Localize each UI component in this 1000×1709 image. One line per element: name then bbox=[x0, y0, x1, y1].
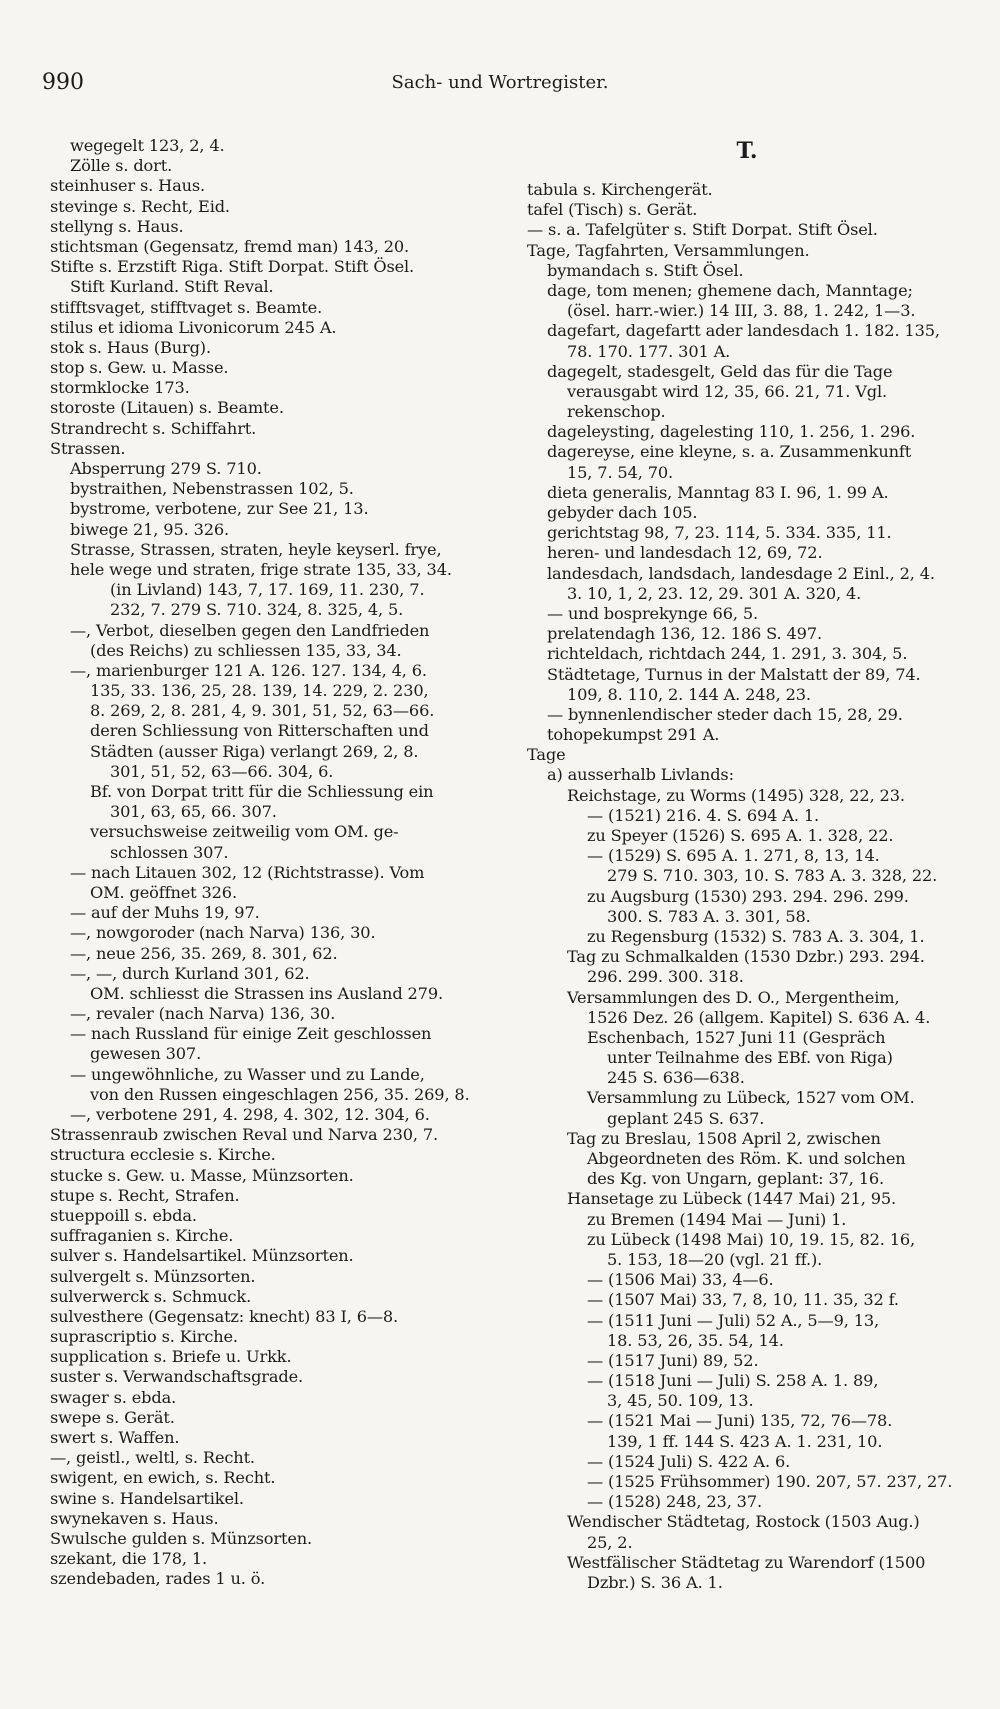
index-entry-line: prelatendagh 136, 12. 186 S. 497. bbox=[547, 624, 822, 644]
index-entry-line: — (1517 Juni) 89, 52. bbox=[587, 1350, 759, 1370]
index-entry-line: 15, 7. 54, 70. bbox=[567, 462, 674, 482]
index-entry-line: stifftsvaget, stifftvaget s. Beamte. bbox=[50, 297, 323, 317]
index-entry-line: zu Bremen (1494 Mai — Juni) 1. bbox=[587, 1209, 847, 1229]
index-entry-line: OM. geöffnet 326. bbox=[90, 882, 237, 902]
index-entry-line: stellyng s. Haus. bbox=[50, 216, 184, 236]
index-entry-line: Strasse, Strassen, straten, heyle keyserl. frye, bbox=[70, 539, 442, 559]
index-entry-line: — nach Russland für einige Zeit geschlossen bbox=[70, 1024, 432, 1044]
index-entry-line: — und bosprekynge 66, 5. bbox=[547, 603, 758, 623]
index-entry-line: versuchsweise zeitweilig vom OM. ge- bbox=[90, 822, 399, 842]
index-entry-line: rekenschop. bbox=[567, 402, 666, 422]
index-entry-line: swynekaven s. Haus. bbox=[50, 1508, 219, 1528]
index-entry-line: Swulsche gulden s. Münzsorten. bbox=[50, 1528, 313, 1548]
index-entry-line: — bynnenlendischer steder dach 15, 28, 29. bbox=[547, 704, 903, 724]
index-entry-line: 8. 269, 2, 8. 281, 4, 9. 301, 51, 52, 63—66. bbox=[90, 701, 435, 721]
index-entry-line: — (1507 Mai) 33, 7, 8, 10, 11. 35, 32 f. bbox=[587, 1290, 899, 1310]
index-entry-line: tohopekumpst 291 A. bbox=[547, 725, 720, 745]
index-entry-line: stevinge s. Recht, Eid. bbox=[50, 196, 230, 216]
index-entry-line: hele wege und straten, frige strate 135, 33, 34. bbox=[70, 559, 452, 579]
index-entry-line: — (1511 Juni — Juli) 52 A., 5—9, 13, bbox=[587, 1310, 880, 1330]
index-entry-line: Westfälischer Städtetag zu Warendorf (1500 bbox=[567, 1552, 926, 1572]
index-entry-line: stok s. Haus (Burg). bbox=[50, 337, 211, 357]
index-entry-line: supplication s. Briefe u. Urkk. bbox=[50, 1347, 292, 1367]
section-letter: T. bbox=[736, 138, 758, 164]
index-entry-line: Tage bbox=[527, 745, 566, 765]
index-entry-line: 18. 53, 26, 35. 54, 14. bbox=[607, 1330, 784, 1350]
index-entry-line: Tage, Tagfahrten, Versammlungen. bbox=[527, 240, 810, 260]
index-entry-line: heren- und landesdach 12, 69, 72. bbox=[547, 543, 823, 563]
index-entry-line: Versammlung zu Lübeck, 1527 vom OM. bbox=[587, 1088, 915, 1108]
index-entry-line: wegegelt 123, 2, 4. bbox=[70, 136, 225, 155]
index-entry-line: gewesen 307. bbox=[90, 1044, 202, 1064]
index-entry-line: bymandach s. Stift Ösel. bbox=[547, 260, 744, 280]
index-entry-line: dieta generalis, Manntag 83 I. 96, 1. 99 A. bbox=[547, 482, 889, 502]
index-entry-line: 109, 8. 110, 2. 144 A. 248, 23. bbox=[567, 684, 811, 704]
index-entry-line: 232, 7. 279 S. 710. 324, 8. 325, 4, 5. bbox=[110, 600, 404, 620]
index-entry-line: swepe s. Gerät. bbox=[50, 1407, 175, 1427]
index-entry-line: verausgabt wird 12, 35, 66. 21, 71. Vgl. bbox=[567, 381, 887, 401]
index-entry-line: —, geistl., weltl, s. Recht. bbox=[50, 1448, 255, 1468]
index-entry-line: Städten (ausser Riga) verlangt 269, 2, 8. bbox=[90, 741, 419, 761]
index-entry-line: swine s. Handelsartikel. bbox=[50, 1488, 244, 1508]
index-column-right bbox=[527, 136, 967, 1593]
index-entry-line: von den Russen eingeschlagen 256, 35. 269, 8. bbox=[90, 1084, 470, 1104]
index-entry-line: — nach Litauen 302, 12 (Richtstrasse). Vom bbox=[70, 862, 425, 882]
index-entry-line: stueppoill s. ebda. bbox=[50, 1205, 197, 1225]
index-entry-line: 296. 299. 300. 318. bbox=[587, 967, 744, 987]
index-entry-line: — (1518 Juni — Juli) S. 258 A. 1. 89, bbox=[587, 1371, 879, 1391]
index-entry-line: 301, 51, 52, 63—66. 304, 6. bbox=[110, 761, 334, 781]
index-entry-line: storoste (Litauen) s. Beamte. bbox=[50, 398, 284, 418]
index-entry-line: 3. 10, 1, 2, 23. 12, 29. 301 A. 320, 4. bbox=[567, 583, 862, 603]
index-entry-line: Tag zu Schmalkalden (1530 Dzbr.) 293. 294. bbox=[567, 947, 925, 967]
index-entry-line: szendebaden, rades 1 u. ö. bbox=[50, 1569, 266, 1589]
index-entry-line: szekant, die 178, 1. bbox=[50, 1549, 207, 1569]
index-entry-line: — s. a. Tafelgüter s. Stift Dorpat. Stift Ösel. bbox=[527, 220, 878, 240]
index-entry-line: Bf. von Dorpat tritt für die Schliessung ein bbox=[90, 782, 434, 801]
index-entry-line: —, marienburger 121 A. 126. 127. 134, 4, 6. bbox=[70, 660, 427, 680]
index-entry-line: 139, 1 ff. 144 S. 423 A. 1. 231, 10. bbox=[607, 1431, 883, 1451]
index-entry-line: Tag zu Breslau, 1508 April 2, zwischen bbox=[567, 1128, 881, 1148]
index-entry-line: 3, 45, 50. 109, 13. bbox=[607, 1391, 754, 1411]
index-entry-line: — (1529) S. 695 A. 1. 271, 8, 13, 14. bbox=[587, 846, 880, 866]
index-entry-line: Stift Kurland. Stift Reval. bbox=[70, 277, 274, 297]
index-entry-line: geplant 245 S. 637. bbox=[607, 1108, 765, 1128]
index-entry-line: biwege 21, 95. 326. bbox=[70, 519, 230, 539]
index-entry-line: swert s. Waffen. bbox=[50, 1428, 180, 1447]
index-entry-line: dagereyse, eine kleyne, s. a. Zusammenkunft bbox=[547, 442, 912, 462]
index-entry-line: richteldach, richtdach 244, 1. 291, 3. 304, 5. bbox=[547, 644, 908, 664]
index-entry-line: zu Lübeck (1498 Mai) 10, 19. 15, 82. 16, bbox=[587, 1229, 916, 1249]
index-entry-line: sulverwerck s. Schmuck. bbox=[50, 1286, 252, 1306]
index-entry-line: sulvesthere (Gegensatz: knecht) 83 I, 6—8. bbox=[50, 1306, 399, 1326]
index-entry-line: — auf der Muhs 19, 97. bbox=[70, 903, 260, 923]
index-entry-line: 78. 170. 177. 301 A. bbox=[567, 341, 731, 361]
index-entry-line: Eschenbach, 1527 Juni 11 (Gespräch bbox=[587, 1027, 886, 1047]
index-entry-line: 135, 33. 136, 25, 28. 139, 14. 229, 2. 230, bbox=[90, 681, 429, 701]
index-entry-line: Wendischer Städtetag, Rostock (1503 Aug.) bbox=[567, 1512, 920, 1532]
index-entry-line: deren Schliessung von Ritterschaften und bbox=[90, 721, 429, 741]
index-column-left bbox=[50, 136, 505, 1590]
index-entry-line: Strassen. bbox=[50, 438, 126, 458]
index-entry-line: Versammlungen des D. O., Mergentheim, bbox=[567, 987, 900, 1007]
index-entry-line: Dzbr.) S. 36 A. 1. bbox=[587, 1572, 723, 1592]
index-entry-line: —, verbotene 291, 4. 298, 4. 302, 12. 304, 6. bbox=[70, 1105, 430, 1124]
index-entry-line: a) ausserhalb Livlands: bbox=[547, 765, 734, 785]
index-entry-line: dage, tom menen; ghemene dach, Manntage; bbox=[547, 280, 913, 300]
index-entry-line: structura ecclesie s. Kirche. bbox=[50, 1145, 276, 1165]
index-entry-line: 1526 Dez. 26 (allgem. Kapitel) S. 636 A. 4. bbox=[587, 1007, 931, 1027]
index-entry-line: —, neue 256, 35. 269, 8. 301, 62. bbox=[70, 943, 338, 963]
index-entry-line: — ungewöhnliche, zu Wasser und zu Lande, bbox=[70, 1064, 425, 1084]
index-entry-line: suster s. Verwandschaftsgrade. bbox=[50, 1367, 304, 1387]
index-entry-line: Städtetage, Turnus in der Malstatt der 89, 74. bbox=[547, 664, 921, 684]
index-entry-line: Reichstage, zu Worms (1495) 328, 22, 23. bbox=[567, 785, 905, 805]
index-entry-line: bystrome, verbotene, zur See 21, 13. bbox=[70, 499, 369, 519]
index-entry-line: tabula s. Kirchengerät. bbox=[527, 180, 713, 199]
index-entry-line: — (1528) 248, 23, 37. bbox=[587, 1492, 762, 1512]
index-entry-line: sulver s. Handelsartikel. Münzsorten. bbox=[50, 1246, 354, 1266]
index-entry-line: — (1524 Juli) S. 422 A. 6. bbox=[587, 1451, 791, 1471]
index-entry-line: 25, 2. bbox=[587, 1532, 633, 1552]
index-entry-line: zu Speyer (1526) S. 695 A. 1. 328, 22. bbox=[587, 826, 894, 845]
index-entry-line: dagefart, dagefartt ader landesdach 1. 182. 135, bbox=[547, 321, 940, 341]
index-entry-line: dageleysting, dagelesting 110, 1. 256, 1. 296. bbox=[547, 422, 916, 442]
index-entry-line: Hansetage zu Lübeck (1447 Mai) 21, 95. bbox=[567, 1189, 897, 1209]
index-entry-line: (in Livland) 143, 7, 17. 169, 11. 230, 7. bbox=[110, 580, 425, 600]
index-entry-line: OM. schliesst die Strassen ins Ausland 279. bbox=[90, 983, 443, 1003]
index-entry-line: 5. 153, 18—20 (vgl. 21 ff.). bbox=[607, 1249, 823, 1269]
index-entry-line: —, nowgoroder (nach Narva) 136, 30. bbox=[70, 923, 376, 943]
index-entry-line: (ösel. harr.-wier.) 14 III, 3. 88, 1. 242, 1—3. bbox=[567, 301, 916, 321]
index-entry-line: Abgeordneten des Röm. K. und solchen bbox=[587, 1149, 906, 1168]
index-entry-line: zu Regensburg (1532) S. 783 A. 3. 304, 1. bbox=[587, 926, 925, 946]
index-entry-line: — (1521 Mai — Juni) 135, 72, 76—78. bbox=[587, 1411, 893, 1431]
index-entry-line: Zölle s. dort. bbox=[70, 156, 173, 176]
index-entry-line: dagegelt, stadesgelt, Geld das für die Tage bbox=[547, 361, 893, 381]
index-entry-line: landesdach, landsdach, landesdage 2 Einl., 2, 4. bbox=[547, 563, 935, 583]
index-entry-line: stop s. Gew. u. Masse. bbox=[50, 358, 229, 378]
index-entry-line: bystraithen, Nebenstrassen 102, 5. bbox=[70, 479, 354, 499]
index-entry-line: 300. S. 783 A. 3. 301, 58. bbox=[607, 906, 811, 926]
index-entry-line: steinhuser s. Haus. bbox=[50, 176, 206, 196]
index-entry-line: Stifte s. Erzstift Riga. Stift Dorpat. Stift Ösel. bbox=[50, 257, 415, 277]
index-entry-line: —, —, durch Kurland 301, 62. bbox=[70, 963, 310, 983]
index-entry-line: 279 S. 710. 303, 10. S. 783 A. 3. 328, 22. bbox=[607, 866, 938, 886]
index-entry-line: 301, 63, 65, 66. 307. bbox=[110, 802, 277, 822]
index-entry-line: stupe s. Recht, Strafen. bbox=[50, 1185, 240, 1205]
page-header bbox=[42, 70, 958, 100]
index-entry-line: swager s. ebda. bbox=[50, 1387, 177, 1407]
index-entry-line: zu Augsburg (1530) 293. 294. 296. 299. bbox=[587, 886, 909, 906]
index-entry-line: — (1521) 216. 4. S. 694 A. 1. bbox=[587, 805, 820, 825]
index-entry-line: 245 S. 636—638. bbox=[607, 1068, 745, 1088]
index-entry-line: Strandrecht s. Schiffahrt. bbox=[50, 418, 257, 438]
index-entry-line: stilus et idioma Livonicorum 245 A. bbox=[50, 317, 337, 337]
index-entry-line: — (1506 Mai) 33, 4—6. bbox=[587, 1270, 774, 1290]
index-entry-line: tafel (Tisch) s. Gerät. bbox=[527, 200, 698, 220]
index-entry-line: stichtsman (Gegensatz, fremd man) 143, 20. bbox=[50, 236, 410, 256]
index-entry-line: unter Teilnahme des EBf. von Riga) bbox=[607, 1048, 893, 1068]
index-entry-line: des Kg. von Ungarn, geplant: 37, 16. bbox=[587, 1169, 885, 1189]
index-entry-line: —, Verbot, dieselben gegen den Landfrieden bbox=[70, 620, 430, 640]
index-entry-line: Absperrung 279 S. 710. bbox=[70, 459, 262, 478]
index-entry-line: sulvergelt s. Münzsorten. bbox=[50, 1266, 256, 1286]
index-entry-line: (des Reichs) zu schliessen 135, 33, 34. bbox=[90, 640, 402, 660]
index-entry-line: gerichtstag 98, 7, 23. 114, 5. 334. 335, 11. bbox=[547, 523, 892, 543]
index-entry-line: —, revaler (nach Narva) 136, 30. bbox=[70, 1004, 336, 1024]
index-entry-line: suprascriptio s. Kirche. bbox=[50, 1327, 238, 1347]
page-number: 990 bbox=[42, 70, 84, 95]
index-entry-line: stormklocke 173. bbox=[50, 378, 190, 398]
index-entry-line: — (1525 Frühsommer) 190. 207, 57. 237, 27. bbox=[587, 1472, 953, 1491]
running-head: Sach- und Wortregister. bbox=[391, 72, 609, 93]
index-entry-line: swigent, en ewich, s. Recht. bbox=[50, 1468, 276, 1488]
index-entry-line: schlossen 307. bbox=[110, 842, 229, 862]
index-entry-line: Strassenraub zwischen Reval und Narva 230, 7. bbox=[50, 1125, 439, 1145]
index-entry-line: gebyder dach 105. bbox=[547, 503, 698, 522]
index-entry-line: stucke s. Gew. u. Masse, Münzsorten. bbox=[50, 1165, 354, 1185]
index-entry-line: suffraganien s. Kirche. bbox=[50, 1226, 234, 1246]
